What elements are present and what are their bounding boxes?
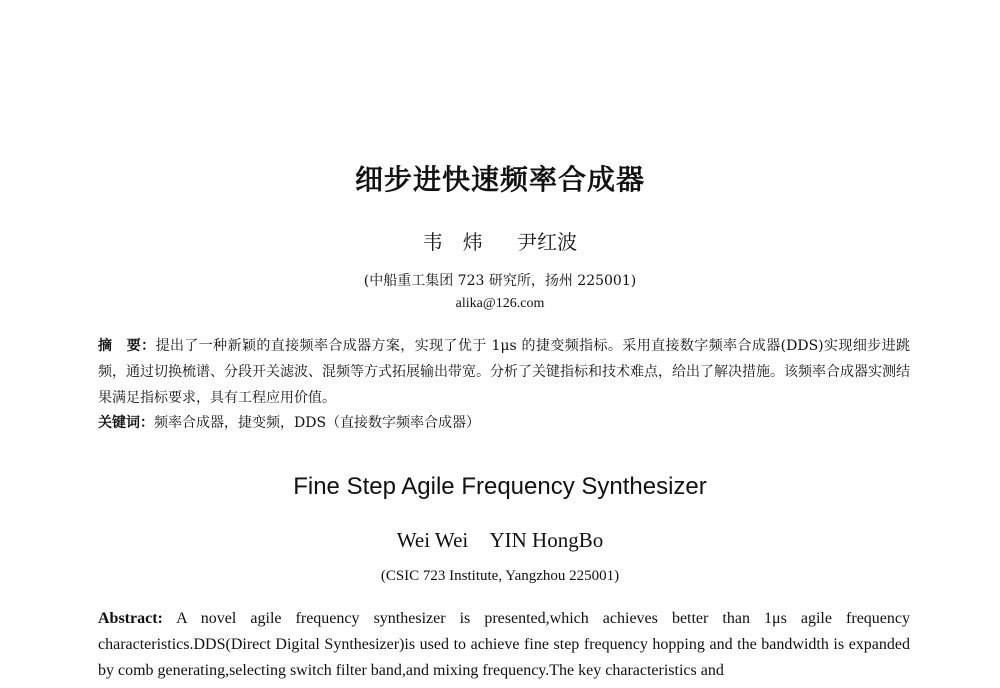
cn-author-1: 韦 炜 bbox=[422, 230, 483, 254]
cn-keywords bbox=[98, 410, 910, 436]
cn-abstract-text: 提出了一种新颖的直接频率合成器方案，实现了优于 1μs 的捷变频指标。采用直接数字频率合成器(DDS)实现细步进跳频，通过切换梳谱、分段开关滤波、混频等方式拓展输出带宽。分析了关键指标和技术难点，给出了解决措施。该频率合成器实测结果满足指标要求，具有工程应用价值。 bbox=[98, 338, 911, 406]
cn-abstract-label: 摘 要： bbox=[98, 338, 156, 354]
cn-keywords-text: 频率合成器，捷变频，DDS（直接数字频率合成器） bbox=[154, 415, 481, 431]
cn-authors bbox=[0, 226, 1000, 255]
cn-email: alika@126.com bbox=[455, 296, 545, 311]
cn-title: 细步进快速频率合成器 bbox=[354, 163, 645, 196]
en-author-2: YIN HongBo bbox=[489, 528, 604, 552]
cn-keywords-label: 关键词： bbox=[98, 415, 154, 431]
en-abstract-label: Abstract: bbox=[98, 610, 163, 627]
cn-abstract bbox=[98, 333, 910, 411]
en-author-1: Wei Wei bbox=[396, 528, 469, 552]
en-affiliation: (CSIC 723 Institute, Yangzhou 225001) bbox=[380, 568, 620, 584]
en-abstract-text: A novel agile frequency synthesizer is presented,which achieves better than 1μs agile frequency characteristics.DDS(Direct Digital Synthesizer)is used to achieve fine step frequency hopping and the bandwidth is expanded by comb generating,selecting switch filter band,and mixing frequency.The key characteristics and bbox=[98, 610, 911, 679]
cn-affiliation: (中船重工集团 723 研究所，扬州 225001) bbox=[363, 273, 637, 289]
cn-author-2: 尹红波 bbox=[517, 230, 578, 254]
en-title: Fine Step Agile Frequency Synthesizer bbox=[293, 473, 707, 500]
en-authors bbox=[0, 528, 1000, 553]
en-abstract bbox=[98, 606, 910, 684]
